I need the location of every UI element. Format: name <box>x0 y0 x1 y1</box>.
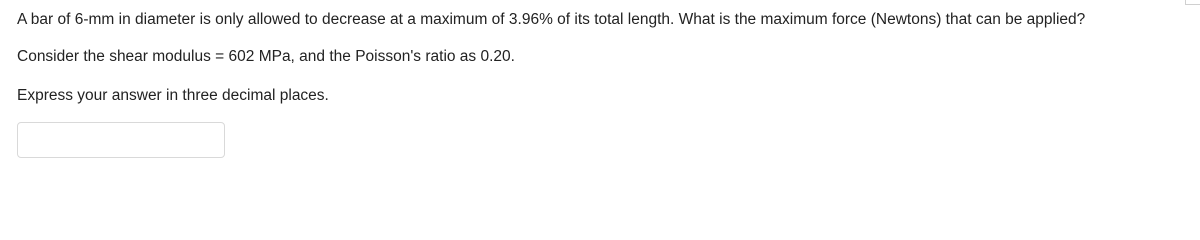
question-text: A bar of 6-mm in diameter is only allowed to decrease at a maximum of 3.96% of its total length. What is the maximum force (Newtons) that can be applied? <box>17 11 1086 28</box>
answer-instruction-text: Express your answer in three decimal places. <box>17 87 329 104</box>
given-values-text: Consider the shear modulus = 602 MPa, and the Poisson's ratio as 0.20. <box>17 48 515 65</box>
answer-input[interactable] <box>17 122 225 158</box>
corner-divider <box>1185 0 1200 5</box>
